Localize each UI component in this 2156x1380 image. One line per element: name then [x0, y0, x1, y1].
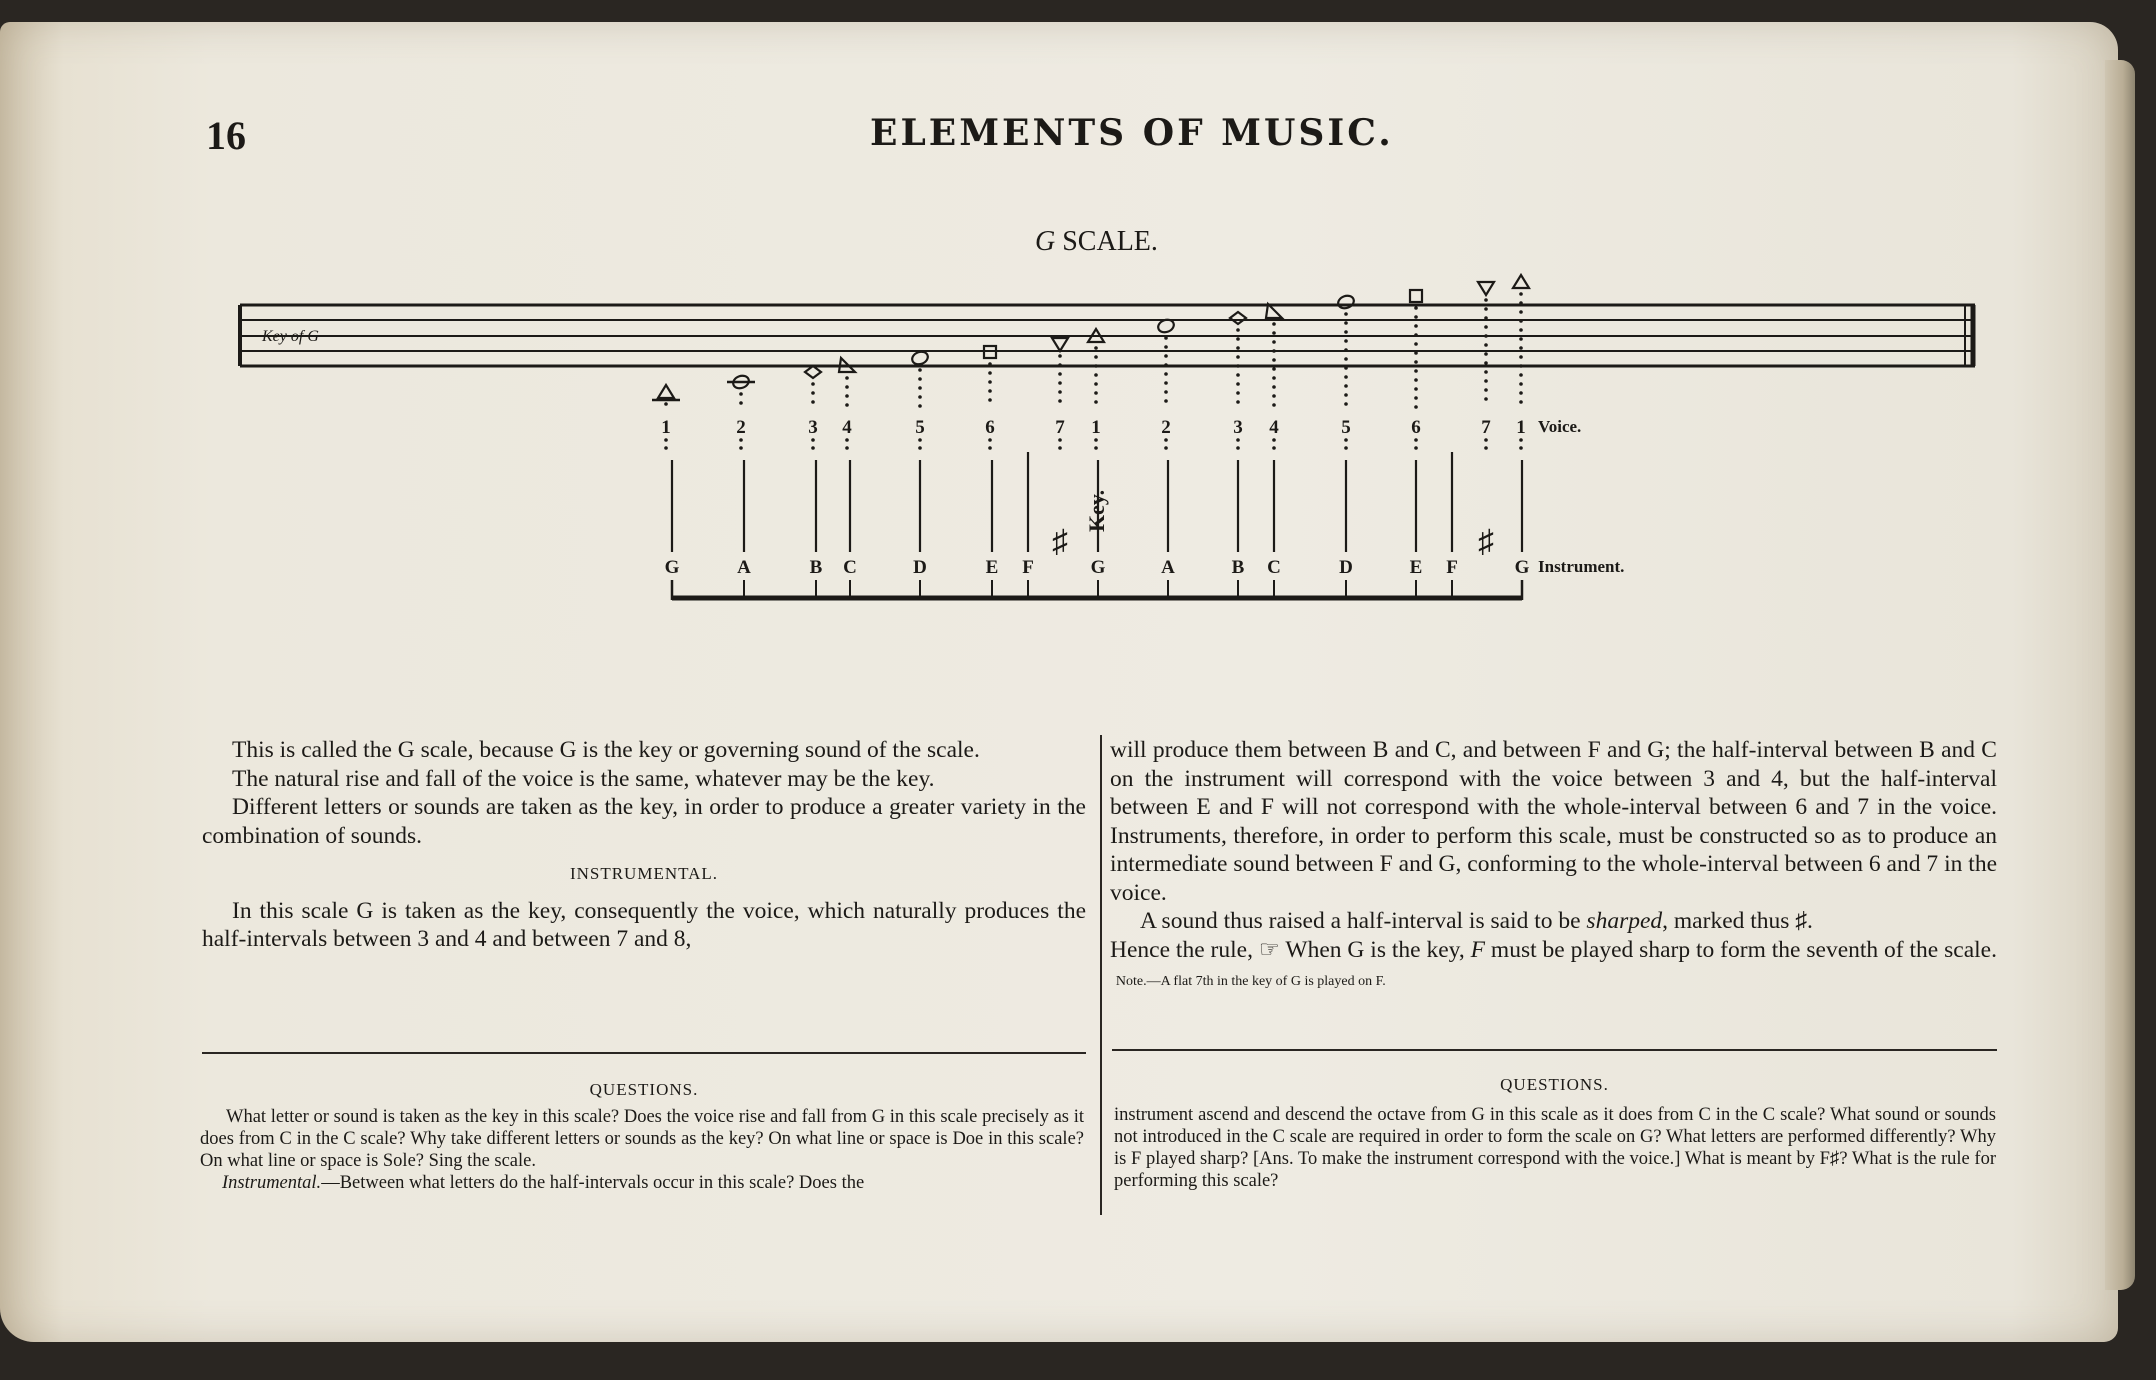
right-questions-rule	[1112, 1049, 1997, 1051]
dot	[1272, 446, 1276, 450]
dot	[1484, 388, 1488, 392]
note-head	[1336, 294, 1355, 311]
dot	[1164, 354, 1168, 358]
dot	[1272, 376, 1276, 380]
note-head	[658, 385, 674, 398]
dot	[1272, 358, 1276, 362]
right-questions-text: instrument ascend and descend the octave from G in this scale as it does from C in the C scale? What sound or sounds not introduced in the C scale are required in order to form the scale on G? What letters are performed differently? Why is F played sharp? [Ans. To make the instrument correspond with the voice.] What is meant by F♯? What is the rule for performing this scale?	[1114, 1105, 1996, 1191]
dot	[1519, 319, 1523, 323]
dot	[1484, 325, 1488, 329]
dot	[1519, 400, 1523, 404]
dot	[1236, 355, 1240, 359]
column-divider	[1100, 735, 1102, 1215]
dot	[918, 438, 922, 442]
key-of-g-label: Key of G	[262, 328, 319, 345]
right-para-3	[1110, 936, 1997, 997]
rule-text-start: Hence the rule, ☞ When G is the key,	[1110, 936, 1471, 963]
dot	[1272, 438, 1276, 442]
dot	[1519, 364, 1523, 368]
dot	[1484, 343, 1488, 347]
dot	[1344, 330, 1348, 334]
dot	[1236, 328, 1240, 332]
dot	[1519, 301, 1523, 305]
dot	[1344, 393, 1348, 397]
dot	[1344, 348, 1348, 352]
voice-number: 2	[736, 417, 746, 438]
left-column	[202, 736, 1086, 954]
voice-number: 4	[842, 417, 852, 438]
dot	[1272, 394, 1276, 398]
scale-title-rest: SCALE.	[1055, 226, 1158, 257]
dot	[1236, 446, 1240, 450]
dot	[918, 386, 922, 390]
dot	[1164, 381, 1168, 385]
dot	[1414, 324, 1418, 328]
dot	[811, 446, 815, 450]
note-head	[1410, 290, 1422, 302]
note-head	[910, 350, 929, 367]
scale-title-letter: G	[1035, 226, 1056, 257]
dot	[1236, 391, 1240, 395]
note-head	[1513, 275, 1529, 288]
dot	[1414, 387, 1418, 391]
dot	[1484, 446, 1488, 450]
dot	[1414, 315, 1418, 319]
voice-number: 7	[1055, 417, 1065, 438]
dot	[1058, 354, 1062, 358]
note-head	[805, 366, 821, 378]
dot	[918, 368, 922, 372]
instrument-letter: E	[985, 557, 999, 578]
dot	[1058, 446, 1062, 450]
note-head	[1478, 282, 1494, 295]
left-para-3: Different letters or sounds are taken as the key, in order to produce a greater variety in the combination of sounds.	[202, 794, 1086, 849]
instrument-letter: D	[913, 557, 927, 578]
voice-number: 5	[1341, 417, 1351, 438]
dot	[1272, 403, 1276, 407]
instrument-letter: G	[1514, 557, 1530, 578]
dot	[918, 377, 922, 381]
left-para-4: In this scale G is taken as the key, consequently the voice, which naturally produces the half-intervals between 3 and 4 and between 7 and 8,	[202, 897, 1086, 952]
dot	[1058, 381, 1062, 385]
dot	[1164, 446, 1168, 450]
sharp-sign: ♯	[1052, 523, 1068, 559]
sharp-sign: ♯	[1478, 523, 1494, 559]
dot	[1058, 438, 1062, 442]
instrumental-q-text: —Between what letters do the half-intervals occur in this scale? Does the	[321, 1173, 865, 1193]
dot	[1094, 382, 1098, 386]
dot	[988, 389, 992, 393]
dot	[1272, 385, 1276, 389]
voice-number: 1	[1091, 417, 1101, 438]
dot	[988, 362, 992, 366]
sharped-term: sharped	[1586, 908, 1663, 934]
dot	[1484, 298, 1488, 302]
instrument-label: Instrument.	[1538, 557, 1625, 576]
dot	[1414, 405, 1418, 409]
dot	[918, 395, 922, 399]
note-head	[1052, 338, 1068, 351]
voice-number: 6	[985, 417, 995, 438]
right-para-2-end: , marked thus ♯.	[1662, 908, 1813, 934]
dot	[739, 438, 743, 442]
dot	[1484, 352, 1488, 356]
dot	[1164, 372, 1168, 376]
dot	[739, 401, 743, 405]
dot	[1519, 391, 1523, 395]
dot	[1519, 355, 1523, 359]
dot	[845, 376, 849, 380]
right-para-2	[1110, 907, 1997, 936]
dot	[1519, 346, 1523, 350]
dot	[1272, 331, 1276, 335]
right-para-1: will produce them between B and C, and between F and G; the half-interval between B and C on the instrument will correspond with the voice between 3 and 4, but the half-interval between E and F will not correspond with the whole-interval between 6 and 7 in the voice. Instruments, therefore, in order to perform this scale, must be constructed so as to produce an intermediate sound between F and G, conforming to the whole-interval between 6 and 7 in the voice.	[1110, 737, 1997, 906]
instrument-letters	[665, 557, 1530, 578]
right-para-2-start: A sound thus raised a half-interval is said to be	[1140, 908, 1587, 934]
right-questions-heading: QUESTIONS.	[1500, 1075, 1609, 1094]
dot	[1094, 446, 1098, 450]
dot	[1094, 355, 1098, 359]
voice-number: 3	[808, 417, 818, 438]
voice-numbers	[661, 417, 1526, 438]
instrumental-q-label: Instrumental.	[222, 1173, 322, 1193]
left-para-1: This is called the G scale, because G is the key or governing sound of the scale.	[232, 737, 980, 763]
voice-number: 6	[1411, 417, 1421, 438]
dot	[1414, 369, 1418, 373]
flat-seventh-note: Note.—A flat 7th in the key of G is played on F.	[1115, 974, 1386, 989]
instrument-letter: G	[664, 557, 680, 578]
dot	[845, 403, 849, 407]
dot	[664, 402, 668, 406]
dot	[811, 382, 815, 386]
dot	[1272, 367, 1276, 371]
instrument-letter: B	[1231, 557, 1245, 578]
rule-text-end: must be played sharp to form the seventh of the scale.	[1485, 936, 1997, 963]
voice-label: Voice.	[1538, 417, 1582, 436]
dot	[1344, 384, 1348, 388]
dot	[1484, 379, 1488, 383]
voice-number: 3	[1233, 417, 1243, 438]
instrument-letter: F	[1446, 557, 1458, 578]
dot	[918, 404, 922, 408]
left-questions-body: What letter or sound is taken as the key in this scale? Does the voice rise and fall from G in this scale precisely as it does from C in the C scale? Why take different letters or sounds as the key? On what line or space is Doe in this scale? On what line or space is Sole? Sing the scale.	[200, 1107, 1084, 1171]
instrument-letter: F	[1022, 557, 1034, 578]
dot	[988, 438, 992, 442]
dot	[1519, 438, 1523, 442]
dot	[1236, 346, 1240, 350]
dot	[845, 446, 849, 450]
dot	[1484, 370, 1488, 374]
dot	[918, 446, 922, 450]
dot	[664, 438, 668, 442]
voice-number: 5	[915, 417, 925, 438]
dot	[1236, 382, 1240, 386]
dot	[988, 380, 992, 384]
dot	[1519, 310, 1523, 314]
dot	[1094, 438, 1098, 442]
running-title: ELEMENTS OF MUSIC.	[870, 112, 1394, 154]
dot	[1164, 399, 1168, 403]
left-questions-rule	[202, 1052, 1086, 1054]
instrument-letter: G	[1090, 557, 1106, 578]
dot	[1094, 346, 1098, 350]
dot	[1094, 373, 1098, 377]
right-column	[1110, 736, 1997, 997]
instrument-letter: C	[843, 557, 857, 578]
note-heads	[652, 275, 1529, 400]
dot	[1058, 399, 1062, 403]
dot	[1094, 400, 1098, 404]
instrument-letter: E	[1409, 557, 1423, 578]
dot	[1164, 390, 1168, 394]
dot	[1094, 364, 1098, 368]
dot	[845, 438, 849, 442]
dot	[1519, 373, 1523, 377]
dot	[1272, 340, 1276, 344]
instrumental-heading: INSTRUMENTAL.	[569, 864, 719, 883]
dot	[1344, 446, 1348, 450]
dot	[988, 398, 992, 402]
dot	[811, 400, 815, 404]
keyboard-ticks	[744, 580, 1452, 596]
dot	[988, 446, 992, 450]
dot	[1414, 333, 1418, 337]
note-head	[1230, 312, 1246, 324]
dot	[1414, 306, 1418, 310]
dot	[1058, 390, 1062, 394]
dot	[1414, 342, 1418, 346]
dot	[1272, 349, 1276, 353]
dot	[1344, 312, 1348, 316]
dot	[1236, 438, 1240, 442]
dot	[1519, 446, 1523, 450]
dot	[1484, 334, 1488, 338]
dot	[845, 394, 849, 398]
dot	[1164, 363, 1168, 367]
dot	[1414, 378, 1418, 382]
left-para-2: The natural rise and fall of the voice is the same, whatever may be the key.	[232, 765, 935, 792]
dot	[1236, 400, 1240, 404]
page-number: 16	[206, 113, 246, 158]
dot	[1484, 361, 1488, 365]
dot	[739, 392, 743, 396]
dot	[1164, 438, 1168, 442]
dot	[1414, 396, 1418, 400]
dot	[739, 446, 743, 450]
dot	[1094, 391, 1098, 395]
instrument-letter: A	[1161, 557, 1175, 578]
dot	[1519, 382, 1523, 386]
dot	[845, 385, 849, 389]
dot	[1414, 446, 1418, 450]
voice-number: 1	[1516, 417, 1526, 438]
dot	[1344, 438, 1348, 442]
dot	[1344, 366, 1348, 370]
dot	[1164, 345, 1168, 349]
dot	[1058, 363, 1062, 367]
dot	[1414, 438, 1418, 442]
dot	[1344, 402, 1348, 406]
dot	[1236, 364, 1240, 368]
instrument-letter: C	[1267, 557, 1281, 578]
dot	[1519, 292, 1523, 296]
left-questions-text	[200, 1106, 1084, 1194]
dot	[1484, 397, 1488, 401]
dot	[1414, 351, 1418, 355]
dot	[1344, 375, 1348, 379]
voice-number: 1	[661, 417, 671, 438]
instrument-letter: D	[1339, 557, 1353, 578]
scale-notation-diagram	[0, 0, 2156, 640]
voice-number: 2	[1161, 417, 1171, 438]
dot	[988, 371, 992, 375]
dot	[1484, 307, 1488, 311]
dot	[1344, 339, 1348, 343]
dot	[664, 446, 668, 450]
left-questions-heading: QUESTIONS.	[589, 1080, 699, 1099]
dot	[1414, 360, 1418, 364]
dot	[1344, 321, 1348, 325]
music-staff	[240, 305, 1975, 366]
dot	[1236, 337, 1240, 341]
voice-number: 7	[1481, 417, 1491, 438]
dot	[1344, 357, 1348, 361]
instrument-letter: A	[737, 557, 751, 578]
dot	[811, 391, 815, 395]
dot	[1484, 316, 1488, 320]
dot	[1484, 438, 1488, 442]
dot	[811, 438, 815, 442]
dot	[1236, 373, 1240, 377]
dot	[1519, 337, 1523, 341]
rule-letter-f: F	[1470, 936, 1486, 963]
dot	[1272, 322, 1276, 326]
key-marker: Key.	[1084, 489, 1109, 532]
dot	[1058, 372, 1062, 376]
instrument-letter: B	[809, 557, 823, 578]
dot	[1519, 328, 1523, 332]
dot	[1164, 336, 1168, 340]
voice-number: 4	[1269, 417, 1279, 438]
